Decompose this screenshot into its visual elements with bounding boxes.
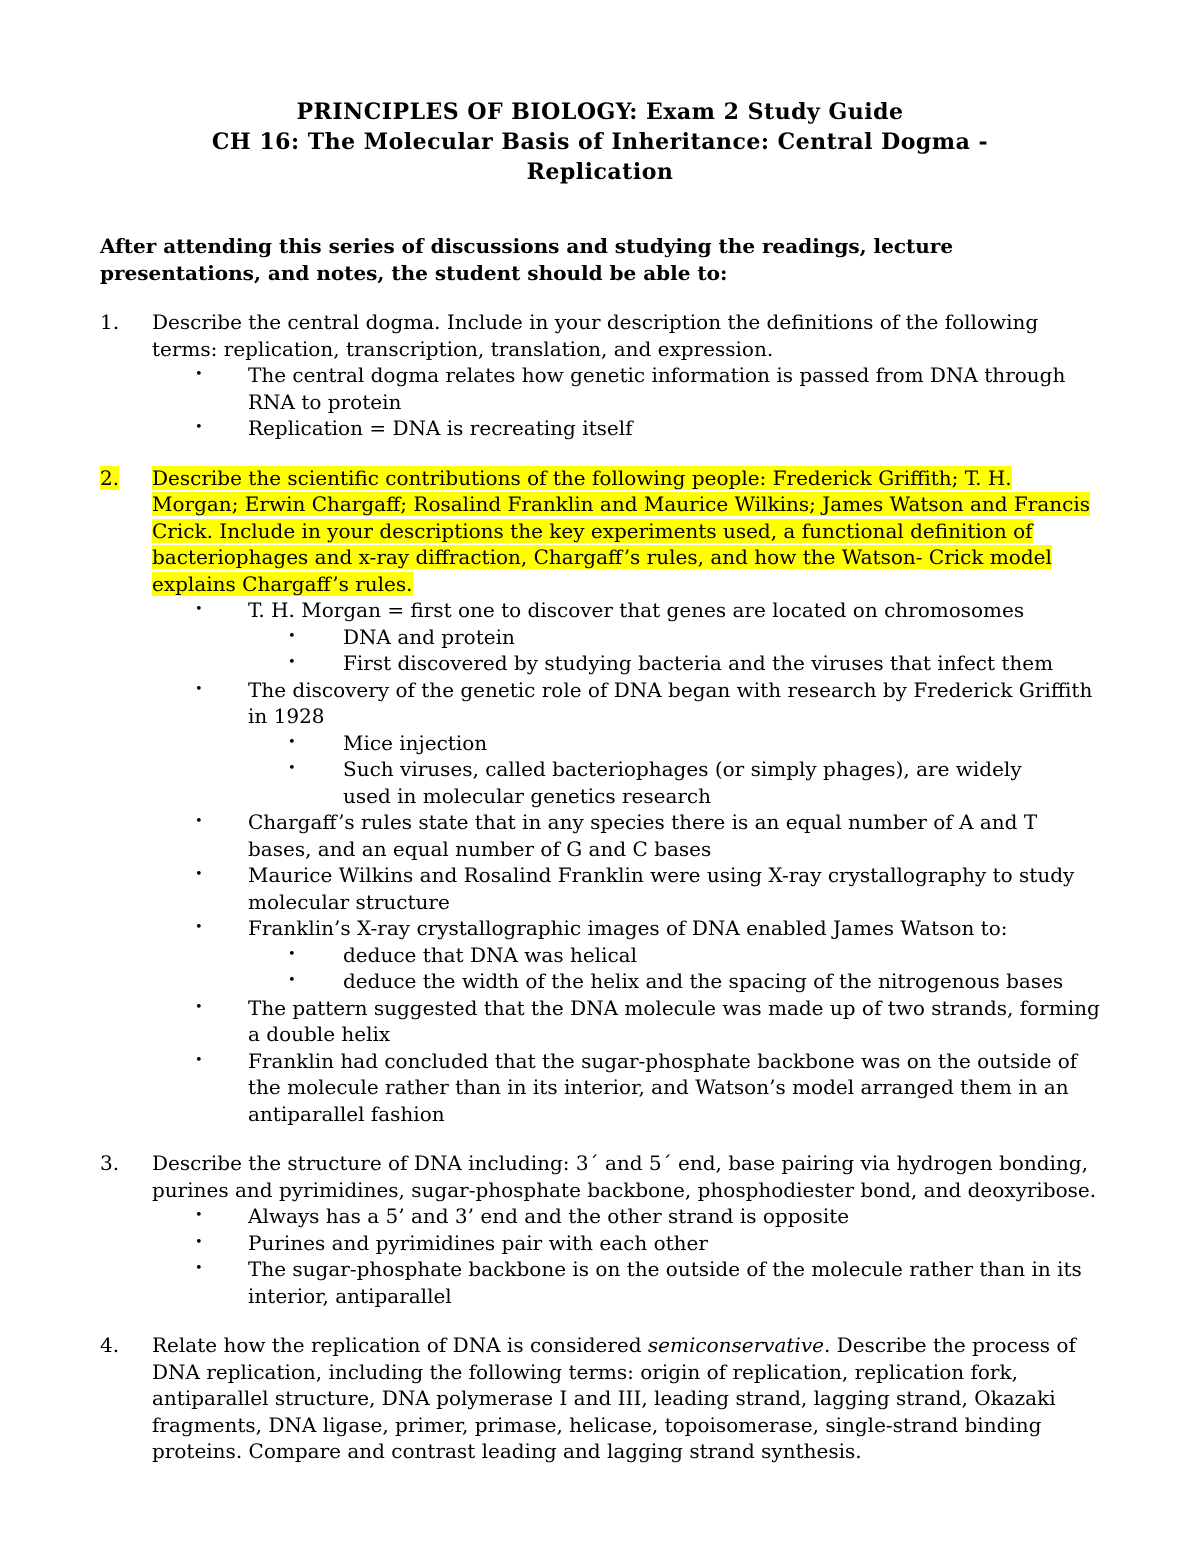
list-item: • The pattern suggested that the DNA molecule was made up of two strands, forming a double helix <box>195 995 1100 1046</box>
sub-list-item: • Mice injection <box>288 730 488 755</box>
list-item: • The sugar-phosphate backbone is on the outside of the molecule rather than in its interior, antiparallel <box>195 1257 1082 1308</box>
list-item: • Maurice Wilkins and Rosalind Franklin were using X-ray crystallography to study molecular structure <box>195 863 1075 914</box>
objective-2 <box>100 465 1100 1128</box>
objective-2-prompt <box>100 465 1100 598</box>
bullet-icon: • <box>195 367 203 382</box>
list-item: • Replication = DNA is recreating itself <box>195 416 633 440</box>
objective-4-prompt <box>100 1332 1100 1465</box>
highlighted-text: Describe the scientific contributions of the following people: Frederick Griffith; T. H. Morgan; Erwin Chargaff; Rosalind Franklin and Maurice Wilkins; James Watson and Francis Crick. Include in your descriptions the key experiments used, a functional definition of bacteriophages and x-ray diffraction, Chargaff’s rules, and how the Watson- Crick model explains Chargaff’s rules. <box>152 465 1091 596</box>
list-item: • Franklin had concluded that the sugar-phosphate backbone was on the outside of the molecule rather than in its interior, and Watson’s model arranged them in an antiparallel fashion <box>195 1048 1078 1126</box>
bullet-icon: • <box>195 602 203 617</box>
objective-4 <box>100 1332 1100 1465</box>
bullet-icon: • <box>195 999 203 1015</box>
bullet-icon: • <box>288 946 296 962</box>
objectives-intro: After attending this series of discussions and studying the readings, lecture presentations, and notes, the student should be able to: <box>100 234 954 285</box>
objective-text: Describe the structure of DNA including: 3´ and 5´ end, base pairing via hydrogen bonding, purines and pyrimidines, sugar-phosphate backbone, phosphodiester bond, and deoxyribose. <box>152 1151 1097 1202</box>
objective-text <box>152 465 1100 598</box>
list-item: • Franklin’s X-ray crystallographic images of DNA enabled James Watson to: <box>195 916 1008 940</box>
bullet-icon: • <box>195 1208 203 1223</box>
title-line-2: CH 16: The Molecular Basis of Inheritance: Central Dogma - Replication <box>211 129 989 185</box>
list-item: • Purines and pyrimidines pair with each other <box>195 1230 708 1255</box>
bullet-icon: • <box>195 1261 203 1276</box>
objective-text: Relate how the replication of DNA is considered semiconservative. Describe the process of DNA replication, including the following terms: origin of replication, replication fork, antiparallel structure, DNA polymerase I and III, leading strand, lagging strand, Okazaki fragments, DNA ligase, primer, primase, helicase, topoisomerase, single-strand binding proteins. Compare and contrast leading and lagging strand synthesis. <box>152 1333 1076 1463</box>
emphasized-term: semiconservative <box>647 1333 824 1357</box>
objective-1-prompt <box>100 309 1100 362</box>
sub-list-item: • Such viruses, called bacteriophages (or simply phages), are widely used in molecular genetics research <box>288 757 1022 808</box>
bullet-icon: • <box>195 920 203 935</box>
list-item: • Chargaff’s rules state that in any species there is an equal number of A and T bases, and an equal number of G and C bases <box>195 810 1038 861</box>
sub-list-item: • deduce that DNA was helical <box>288 942 637 967</box>
objective-text: Describe the central dogma. Include in your description the definitions of the following terms: replication, transcription, translation, and expression. <box>152 310 1039 361</box>
objective-3 <box>100 1150 1100 1309</box>
objective-number <box>100 465 152 598</box>
bullet-icon: • <box>288 973 296 988</box>
objective-3-prompt <box>100 1150 1100 1203</box>
list-item: • The central dogma relates how genetic information is passed from DNA through RNA to protein <box>195 363 1066 414</box>
bullet-icon: • <box>195 1234 203 1250</box>
highlighted-number: 2. <box>100 465 120 490</box>
title-line-1: PRINCIPLES OF BIOLOGY: Exam 2 Study Guide <box>296 99 904 125</box>
objective-number: 3. <box>100 1151 120 1175</box>
objective-1 <box>100 309 1100 442</box>
bullet-icon: • <box>288 655 296 670</box>
document-page <box>100 97 1100 1488</box>
objective-number: 1. <box>100 310 120 334</box>
list-item: • Always has a 5’ and 3’ end and the other strand is opposite <box>195 1204 850 1228</box>
sub-list-item: • deduce the width of the helix and the spacing of the nitrogenous bases <box>288 969 1064 993</box>
list-item: • The discovery of the genetic role of DNA began with research by Frederick Griffith in 1928 <box>195 677 1093 728</box>
bullet-icon: • <box>288 734 296 750</box>
sub-list-item: • DNA and protein <box>288 624 515 649</box>
list-item: • T. H. Morgan = first one to discover that genes are located on chromosomes <box>195 598 1025 622</box>
document-title <box>100 97 1100 187</box>
bullet-icon: • <box>195 867 203 882</box>
bullet-icon: • <box>288 761 296 776</box>
bullet-icon: • <box>195 1052 203 1068</box>
bullet-icon: • <box>288 628 296 644</box>
objective-number: 4. <box>100 1333 120 1357</box>
bullet-icon: • <box>195 814 203 829</box>
bullet-icon: • <box>195 681 203 697</box>
sub-list-item: • First discovered by studying bacteria and the viruses that infect them <box>288 651 1054 675</box>
bullet-icon: • <box>195 420 203 435</box>
